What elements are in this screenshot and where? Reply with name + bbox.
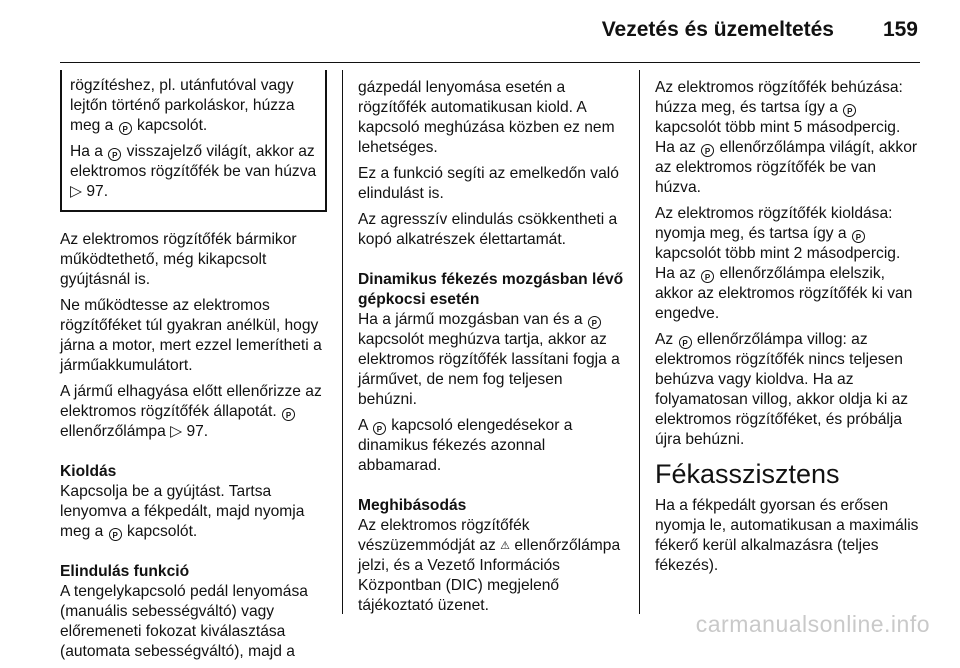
section-heading-dinamikus: Dinamikus fékezés mozgásban lévő gépkocsi esetén bbox=[358, 271, 624, 308]
parking-brake-icon: P bbox=[373, 422, 386, 435]
page-number: 159 bbox=[882, 18, 918, 41]
parking-brake-icon: P bbox=[282, 408, 295, 421]
page-header-title: Vezetés és üzemeltetés bbox=[601, 18, 834, 41]
paragraph: Az P ellenőrzőlámpa villog: az elektromos rögzítőfék nincs teljesen behúzva vagy kioldva. Ha az folyamatosan villog, akkor oldja ki az elektromos rögzítőféket, és próbálja újra behúzni. bbox=[655, 331, 909, 448]
paragraph: Az elektromos rögzítőfék kioldása: nyomja meg, és tartsa így a P kapcsolót több mint 2 másodpercig. Ha az P ellenőrzőlámpa elelszik, akkor az elektromos rögzítőfék ki van engedve. bbox=[655, 205, 913, 322]
column-divider-2 bbox=[639, 70, 640, 614]
paragraph: gázpedál lenyomása esetén a rögzítőfék automatikusan kiold. A kapcsoló meghúzása közben ez nem lehetséges. bbox=[358, 79, 615, 156]
section-heading-kioldas: Kioldás bbox=[60, 463, 117, 480]
parking-brake-icon: P bbox=[679, 336, 692, 349]
paragraph: Az elektromos rögzítőfék behúzása: húzza meg, és tartsa így a P kapcsolót több mint 5 másodpercig. Ha az P ellenőrzőlámpa világít, akkor az elektromos rögzítőfék be van húzva. bbox=[655, 79, 918, 196]
page-reference-link[interactable]: 97. bbox=[86, 183, 109, 200]
paragraph: Az elektromos rögzítőfék bármikor működtethető, még kikapcsolt gyújtásnál is. bbox=[60, 231, 297, 288]
note-paragraph-2: Ha a P visszajelző világít, akkor az elektromos rögzítőfék be van húzva ▷ 97. bbox=[70, 143, 317, 200]
section-heading-elindulas: Elindulás funkció bbox=[60, 563, 190, 580]
paragraph: A tengelykapcsoló pedál lenyomása (manuális sebességváltó) vagy előremeneti fokozat kiválasztása (automata sebességváltó), majd a bbox=[60, 583, 308, 660]
paragraph: Ne működtesse az elektromos rögzítőféket túl gyakran anélkül, hogy járna a motor, mert ezzel lemerítheti a járműakkumulátort. bbox=[60, 297, 322, 374]
parking-brake-icon: P bbox=[119, 122, 132, 135]
paragraph: Ha a fékpedált gyorsan és erősen nyomja le, automatikusan a maximális fékerő kerül alkalmazásra (teljes fékezés). bbox=[655, 497, 919, 574]
note-box bbox=[60, 70, 327, 212]
paragraph: Ha a jármű mozgásban van és a P kapcsolót meghúzva tartja, akkor az elektromos rögzítőfék lassítani fogja a járművet, de nem fog teljesen behúzni. bbox=[358, 311, 620, 408]
watermark: carmanualsonline.info bbox=[695, 611, 930, 637]
column-2 bbox=[358, 78, 624, 622]
reference-arrow-icon: ▷ bbox=[70, 183, 82, 200]
paragraph: Ez a funkció segíti az emelkedőn való elindulást is. bbox=[358, 165, 619, 202]
page-reference-link[interactable]: 97. bbox=[186, 423, 209, 440]
parking-brake-icon: P bbox=[701, 144, 714, 157]
paragraph: A P kapcsoló elengedésekor a dinamikus fékezés azonnal abbamarad. bbox=[358, 417, 573, 474]
section-heading-meghibasodas: Meghibásodás bbox=[358, 497, 467, 514]
note-paragraph-1: rögzítéshez, pl. utánfutóval vagy lejtőn történő parkoláskor, húzza meg a P kapcsolót. bbox=[70, 77, 295, 134]
paragraph: A jármű elhagyása előtt ellenőrizze az elektromos rögzítőfék állapotát. P ellenőrzőlámpa ▷ 97. bbox=[60, 383, 322, 440]
parking-brake-icon: P bbox=[588, 316, 601, 329]
column-3 bbox=[655, 78, 921, 582]
section-title-fekasszisztens: Fékasszisztens bbox=[655, 459, 840, 489]
paragraph: Kapcsolja be a gyújtást. Tartsa lenyomva a fékpedált, majd nyomja meg a P kapcsolót. bbox=[60, 483, 305, 540]
header-divider bbox=[60, 62, 920, 63]
parking-brake-icon: P bbox=[852, 230, 865, 243]
reference-arrow-icon: ▷ bbox=[170, 423, 183, 440]
column-1 bbox=[60, 78, 325, 668]
parking-brake-icon: P bbox=[843, 104, 856, 117]
parking-brake-icon: P bbox=[109, 528, 122, 541]
column-divider-1 bbox=[342, 70, 343, 614]
parking-brake-icon: P bbox=[701, 270, 714, 283]
paragraph: Az elektromos rögzítőfék vészüzemmódját az ⚠ ellenőrzőlámpa jelzi, és a Vezető Információs Központban (DIC) megjelenő tájékoztató üzenet. bbox=[358, 517, 621, 614]
parking-brake-icon: P bbox=[108, 148, 121, 161]
brake-warning-icon: ⚠ bbox=[500, 540, 511, 552]
paragraph: Az agresszív elindulás csökkentheti a kopó alkatrészek élettartamát. bbox=[358, 211, 618, 248]
